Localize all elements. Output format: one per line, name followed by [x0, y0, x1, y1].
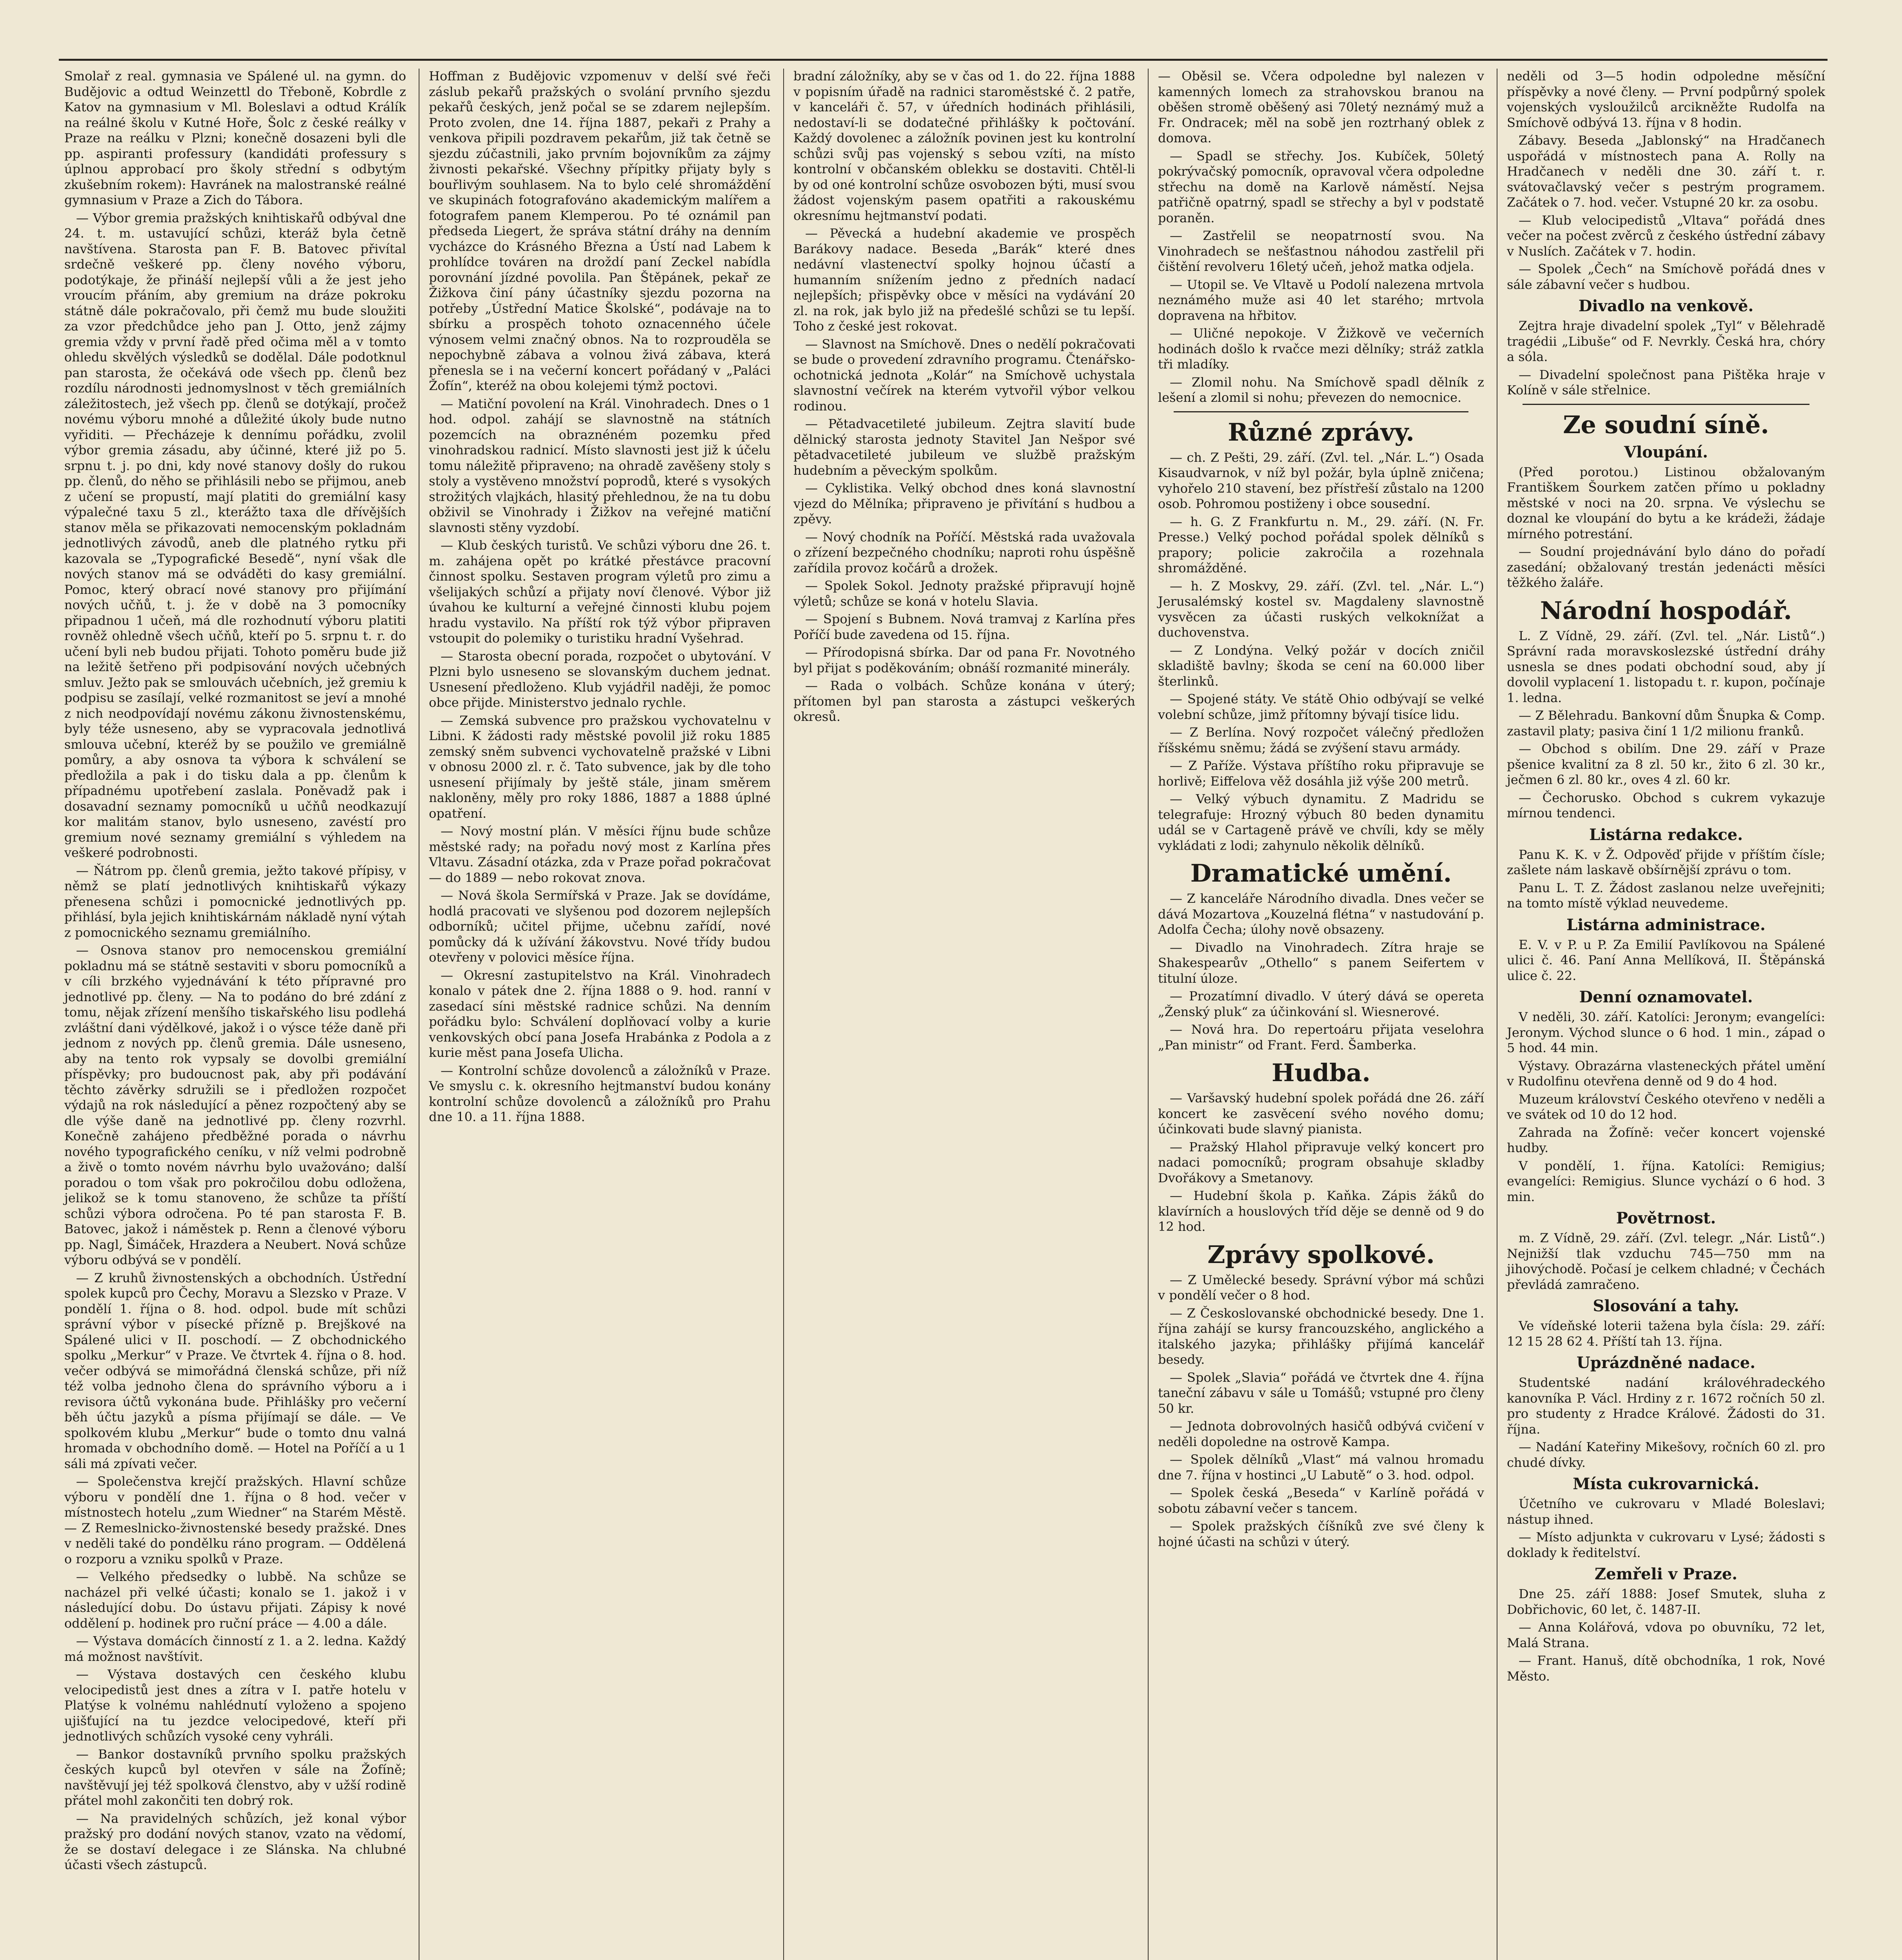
article: — Prozatímní divadlo. V úterý dává se opereta „Ženský pluk“ za účinkování sl. Wiesnerové.: [1158, 989, 1484, 1019]
article: — Utopil se. Ve Vltavě u Podolí nalezena mrtvola neznámého muže asi 40 let starého; mrtvola dopravena na hřbitov.: [1158, 277, 1484, 323]
article: — Spolek Sokol. Jednoty pražské připravují hojně výletů; schůze se koná v hotelu Slavia.: [793, 578, 1135, 609]
article: — Z kruhů živnostenských a obchodních. Ústřední spolek kupců pro Čechy, Moravu a Slezsko v Praze. V pondělí 1. října o 8. hod. odpol. bude mít schůzi správní výbor v písecké přízně p. Brejškové na Spálené ulici v II. poschodí. — Z obchodnického spolku „Merkur“ v Praze. Ve čtvrtek 4. října o 8. hod. večer odbývá se mimořádná členská schůze, při níž též volba jednoho člena do správního výboru a i revisora účtů vykonána bude. Přihlášky pro večerní běh účtu jazyků a písma přijímají se dále. — Ve spolkovém klubu „Merkur“ bude o tomto dnu valná hromada v obchodního domě. — Hotel na Poříčí a u 1 sáli má zpívati večer.: [64, 1270, 406, 1471]
article: bradní záložníky, aby se v čas od 1. do 22. října 1888 v popisním úřadě na radnici staroměstské č. 2 patře, v kanceláři č. 57, v úředních hodinách přihlásili, nedostaví-li se dodatečné přihlášky k počtování. Každý dovolenec a záložník povinen jest ku kontrolní schůzi svůj pas vojenský s sebou vzíti, na místo kontrolní v občanském oblekku se dostaviti. Chtěl-li by od oné kontrolní schůze osvobozen býti, musí svou žádost vojenským pasem opatřiti a rakouskému okresnímu hejtmanství podati.: [793, 69, 1135, 223]
article: — Pětadvacetileté jubileum. Zejtra slavití bude dělnický starosta jednoty Stavitel Jan Nešpor své pětadvacetileté jubileum ve službě pražským hudebním a pěveckým spolkům.: [793, 416, 1135, 478]
section-heading-denni-oznamovatel: Denní oznamovatel.: [1579, 988, 1753, 1006]
section-heading-listarna-administrace: Listárna administrace.: [1566, 915, 1766, 934]
article: — Obchod s obilím. Dne 29. září v Praze pšenice kvalitní za 8 zl. 50 kr., žito 6 zl. 30 kr., ječmen 6 zl. 80 kr., oves 4 zl. 60 kr.: [1507, 741, 1825, 787]
article: — Velkého předsedky o lubbě. Na schůze se nacházel při velké účasti; konalo se 1. jakož i v následující dobu. Do ústavu přijati. Zápisy k nové oddělení p. hodinek pro ruční práce — 4.00 a dále.: [64, 1569, 406, 1631]
article: — Místo adjunkta v cukrovaru v Lysé; žádosti s doklady k ředitelství.: [1507, 1530, 1825, 1560]
article: — Z Umělecké besedy. Správní výbor má schůzi v pondělí večer o 8 hod.: [1158, 1272, 1484, 1303]
article: (Před porotou.) Listinou obžalovaným Františkem Šourkem zatčen přímo u pokladny městské v noci na 20. srpna. Ve výslechu se doznal ke vloupání do bytu a ke krádeži, žádaje mírného potrestání.: [1507, 464, 1825, 541]
section-heading-zemreli-v-praze: Zemřeli v Praze.: [1594, 1565, 1738, 1583]
column-3: [788, 69, 1141, 1960]
article: V pondělí, 1. října. Katolíci: Remigius; evangelíci: Remigius. Slunce vychází o 6 hod. 3 min.: [1507, 1158, 1825, 1204]
section-heading-uprazdnene-nadace: Uprázdněné nadace.: [1576, 1354, 1756, 1372]
section-heading-listarna-redakce: Listárna redakce.: [1589, 825, 1743, 844]
article: — Z Českoslovanské obchodnické besedy. Dne 1. října zahájí se kursy francouzského, anglického a italského jazyka; přihlášky přijímá kancelář besedy.: [1158, 1305, 1484, 1367]
article: Hoffman z Budějovic vzpomenuv v delší své řeči záslub pekařů pražských o svolání prvního sjezdu pekařů českých, jenž počal se se zdarem nejlepším. Proto zvolen, dne 14. října 1887, pekaři z Prahy a venkova připili pozdravem pekařům, již tak četně se sjezdu zúčastnili, jako prvním bojovníkům za zájmy živnosti pekařské. Všechny přípitky přijaty byly s bouřlivým souhlasem. Na to bylo celé shromáždění ve skupinách fotografováno akademickým malířem a fotografem panem Klemperou. Po té oznámil pan předseda Liegert, že správa státní dráhy na denním vycházce do Krásného Března a Ústí nad Labem k prohlídce továren na droždí paní Zeckel nabídla porovnání jízdné povolila. Pan Štěpánek, pekař ze Žižkova činí pány účastníky sjezdu pozorna na potřeby „Ústřední Matice Školské“, podávaje na to sbírku a prospěch tohoto oznacenného účele výnosem velmi značný obnos. Na to rozprouděla se nepochybně zábava a volnou živá zábava, která přenesla se i na večerní koncert pořádaný v „Paláci Žofín“, kteréž na obou kolejemi týmž poctovi.: [429, 69, 771, 393]
section-heading-slosovani: Slosování a tahy.: [1593, 1297, 1739, 1315]
article: — Zemská subvence pro pražskou vychovatelnu v Libni. K žádosti rady městské povolil již roku 1885 zemský sněm subvenci vychovatelně pražské v Libni v obnosu 2000 zl. r. č. Tato subvence, jak by dle toho usnesení přijímaly by ještě stále, jinam směrem nakloněny, měly pro roky 1886, 1887 a 1888 úplné opatření.: [429, 713, 771, 821]
article: Výstavy. Obrazárna vlasteneckých přátel umění v Rudolfinu otevřena denně od 9 do 4 hod.: [1507, 1058, 1825, 1089]
article: Panu L. T. Z. Žádost zaslanou nelze uveřejniti; na tomto místě výklad neuvedeme.: [1507, 880, 1825, 911]
article: — Spolek dělníků „Vlast“ má valnou hromadu dne 7. října v hostinci „U Labutě“ o 3. hod. odpol.: [1158, 1452, 1484, 1483]
article: — Klub velocipedistů „Vltava“ pořádá dnes večer na počest zvěrců z českého ústřední zábavy v Nuslích. Začátek v 7. hodin.: [1507, 212, 1825, 259]
article: — Spolek pražských číšníků zve své členy k hojné účasti na schůzi v úterý.: [1158, 1519, 1484, 1549]
column-4: [1152, 69, 1490, 1960]
article: — Bankor dostavníků prvního spolku pražských českých kupců byl otevřen v sále na Žofíně; navštěvují jej též spolková členstvo, aby v užší rodině přátel mohl zakončiti ten dobrý rok.: [64, 1746, 406, 1808]
article: — Cyklistika. Velký obchod dnes koná slavnostní vjezd do Mělníka; připraveno je přivítání s hudbou a zpěvy.: [793, 481, 1135, 526]
article: — Okresní zastupitelstvo na Král. Vinohradech konalo v pátek dne 2. října 1888 o 9. hod. ranní v zasedací síni městské radnice schůzi. Na denním pořádku bylo: Schválení doplňovací volby a kurie venkovských obcí pana Josefa Hrabánka z Podola a z kurie měst pana Josefa Ulicha.: [429, 967, 771, 1060]
article: — Hudební škola p. Kaňka. Zápis žáků do klavírních a houslových tříd děje se denně od 9 do 12 hod.: [1158, 1188, 1484, 1234]
article: — Výstava dostavých cen českého klubu velocipedistů jest dnes a zítra v I. patře hotelu v Platýse k volnému nahlédnutí vyloženo a spojeno ujišťující na tu jezdce velocipedové, kteří při jednotlivých schůzích vysoké ceny vyhráli.: [64, 1667, 406, 1744]
article: — Klub českých turistů. Ve schůzi výboru dne 26. t. m. zahájena opět po krátké přestávce pracovní činnost spolku. Sestaven program výletů pro zimu a všelijakých schůzí a přijaty noví členové. Výbor již úvahou ke kulturní a veřejné činnosti klubu pojem hradu vystavilo. Na příští rok týž výbor připraven vstoupit do polemiky o turistiku hradní Vyšehrad.: [429, 538, 771, 646]
article: — Zastřelil se neopatrností svou. Na Vinohradech se nešťastnou náhodou zastřelil při čištění revolveru 16letý učeň, jehož matka odjela.: [1158, 228, 1484, 274]
article: — Spojení s Bubnem. Nová tramvaj z Karlína přes Poříčí bude zavedena od 15. října.: [793, 612, 1135, 642]
article: — Frant. Hanuš, dítě obchodníka, 1 rok, Nové Město.: [1507, 1653, 1825, 1684]
article: Studentské nadání královéhradeckého kanovníka P. Václ. Hrdiny z r. 1672 ročních 50 zl. pro studenty z Hradce Králové. Žádosti do 31. října.: [1507, 1375, 1825, 1437]
article: — Rada o volbách. Schůze konána v úterý; přítomen byl pan starosta a zástupci veškerých okresů.: [793, 678, 1135, 724]
column-1: [59, 69, 412, 1960]
article: — Soudní projednávání bylo dáno do pořadí zasedání; obžalovaný trestán jedenácti měsíci těžkého žaláře.: [1507, 544, 1825, 590]
article: Ve vídeňské loterii tažena byla čísla: 29. září: 12 15 28 62 4. Příští tah 13. října.: [1507, 1318, 1825, 1349]
article: — Spolek „Slavia“ pořádá ve čtvrtek dne 4. října taneční zábavu v sále u Tomášů; vstupné pro členy 50 kr.: [1158, 1370, 1484, 1416]
article: — Spolek „Čech“ na Smíchově pořádá dnes v sále zábavní večer s hudbou.: [1507, 261, 1825, 292]
section-rule: [1523, 404, 1809, 405]
section-heading-dramaticke-umeni: Dramatické umění.: [1190, 859, 1452, 887]
article: neděli od 3—5 hodin odpoledne měsíční příspěvky a nové členy. — První podpůrný spolek vojenských vysloužilců arcikněžte Rudolfa na Smíchově odbývá 13. října v 8 hodin.: [1507, 69, 1825, 130]
column-separator: [1148, 69, 1149, 1960]
article: — Velký výbuch dynamitu. Z Madridu se telegrafuje: Hrozný výbuch 80 beden dynamitu udál se v Cartageně právě ve chvíli, kdy se měly vykládati z lodi; zahynulo několik dělníků.: [1158, 791, 1484, 853]
article: E. V. v P. u P. Za Emilií Pavlíkovou na Spálené ulici č. 46. Paní Anna Mellíková, II. Štěpánská ulice č. 22.: [1507, 937, 1825, 983]
article: — Kontrolní schůze dovolenců a záložníků v Praze. Ve smyslu c. k. okresního hejtmanství budou konány kontrolní schůze dovolenců a záložníků pro Prahu dne 10. a 11. října 1888.: [429, 1063, 771, 1124]
article: — Divadelní společnost pana Pištěka hraje v Kolíně v sále střelnice.: [1507, 367, 1825, 397]
article: m. Z Vídně, 29. září. (Zvl. telegr. „Nár. Listů“.) Nejnižší tlak vzduchu 745—750 mm na jihovýchodě. Počasí je celkem chladné; v Čechách převládá zamračeno.: [1507, 1230, 1825, 1292]
article: — Z kanceláře Národního divadla. Dnes večer se dává Mozartova „Kouzelná flétna“ v nastudování p. Adolfa Čecha; úlohy nově obsazeny.: [1158, 891, 1484, 937]
article: — Osnova stanov pro nemocenskou gremiální pokladnu má se státně sestaviti v sboru pomocníků a v cíli brzkého vyjednávání k této přípravné pro jednotlivé pp. členy. — Na to podáno do bré zdání z tomu, nějak zřízení menšího tiskařského lisu podlehá zvláštní dani výdělkové, jakož i o výsce téže daně při jednom z nových pp. členů gremia. Dále usneseno, aby na tento rok vypsaly se dovolbi gremiální příspěvky; pro budoucnost pak, aby při podávání těchto závěrky sdružili se i předložen rozpočet výdajů na rok následující a pěnez rozpočtený aby se dle výše daně na jednotlivé pp. členy rozvrhl. Konečně zahájeno předběžné porada o návrhu nového typografického ceníku, v níž velmi podrobně a živě o tomto novém návrhu bylo uvažováno; další poradou o tom však pro pokročilou dobu odložena, jelikož se k tomu stanoveno, že schůze ta příští schůzi výbora odročena. Po té pan starosta F. B. Batovec, jakož i náměstek p. Renn a členové výboru pp. Nagl, Šimáček, Hrazdera a Neubert. Nová schůze výboru odbývá se v pondělí.: [64, 943, 406, 1267]
article: — Slavnost na Smíchově. Dnes o nedělí pokračovati se bude o provedení zdravního programu. Čtenářsko-ochotnická jednota „Kolár“ na Smíchově uchystala slavnostní večírek na kterém vytvořil výbor velkou rodinou.: [793, 336, 1135, 414]
article: — Na pravidelných schůzích, jež konal výbor pražský pro dodání nových stanov, vzato na vědomí, že se dostaví delegace i ze Slánska. Na chlubné účasti všech zástupců.: [64, 1811, 406, 1872]
article: — Nová hra. Do repertoáru přijata veselohra „Pan ministr“ od Frant. Ferd. Šamberka.: [1158, 1022, 1484, 1053]
article: — Z Berlína. Nový rozpočet válečný předložen říšskému sněmu; žádá se zvýšení stavu armády.: [1158, 725, 1484, 755]
article: — Nová škola Sermířská v Praze. Jak se dovídáme, hodlá pracovati ve slyšenou pod dozorem nejlepších odborníků; učitel přijme, učebnu zařídí, nové pomůcky dá k užívání žákovstvu. Nové třídy budou otevřeny v polovici měsíce října.: [429, 888, 771, 965]
article: — Nadání Kateřiny Mikešovy, ročních 60 zl. pro chudé dívky.: [1507, 1439, 1825, 1470]
article: — Přírodopisná sbírka. Dar od pana Fr. Novotného byl přijat s poděkováním; obnáší rozmanité minerály.: [793, 645, 1135, 675]
article: — Divadlo na Vinohradech. Zítra hraje se Shakespearův „Othello“ s panem Seifertem v titulní úloze.: [1158, 940, 1484, 986]
article: — Pěvecká a hudební akademie ve prospěch Barákovy nadace. Beseda „Barák“ které dnes nedávní vlastenectví spolky hojnou účastí a humanním snížením jedno z předních nadací nejlepších; přispěvky obce v měsíci na vydávání 20 zl. na rok, jak bylo již na předešlé schůzi se tu lepší. Toho z české jest rokovat.: [793, 226, 1135, 334]
article: — Výstava domácích činností z 1. a 2. ledna. Každý má možnost navštívit.: [64, 1633, 406, 1664]
article: Zábavy. Beseda „Jablonský“ na Hradčanech uspořádá v místnostech pana A. Rolly na Hradčanech v neděli dne 30. září t. r. svátovačlavský večer s pestrým programem. Začátek o 7. hod. večer. Vstupné 20 kr. za osobu.: [1507, 133, 1825, 210]
article: — Z Paříže. Výstava příštího roku připravuje se horlivě; Eiffelova věž dosáhla již výše 200 metrů.: [1158, 758, 1484, 789]
article: Zahrada na Žofíně: večer koncert vojenské hudby.: [1507, 1125, 1825, 1155]
article: — Nový chodník na Poříčí. Městská rada uvažovala o zřízení bezpečného chodníku; naproti rohu úspěšně zařídila provoz kočárů a drožek.: [793, 529, 1135, 575]
section-heading-hudba: Hudba.: [1271, 1058, 1371, 1087]
article: — Z Bělehradu. Bankovní dům Šnupka & Comp. zastavil platy; pasiva činí 1 1/2 milionu franků.: [1507, 708, 1825, 739]
article: — h. Z Moskvy, 29. září. (Zvl. tel. „Nár. L.“) Jerusalémský kostel sv. Magdaleny slavnostně vysvěcen za účasti ruských velkoknížat a duchovenstva.: [1158, 578, 1484, 640]
article: — Zlomil nohu. Na Smíchově spadl dělník z lešení a zlomil si nohu; převezen do nemocnice.: [1158, 374, 1484, 405]
article: — Jednota dobrovolných hasičů odbývá cvičení v neděli dopoledne na ostrově Kampa.: [1158, 1419, 1484, 1449]
column-separator: [783, 69, 784, 1960]
subheading-vloupani: Vloupání.: [1624, 443, 1708, 461]
article: — Společenstva krejčí pražských. Hlavní schůze výboru v pondělí dne 1. října o 8 hod. večer v místnostech hotelu „zum Wiedner“ na Starém Městě. — Z Remeslnicko-živnostenské besedy pražské. Dnes v neděli také do pondělku ráno program. — Oddělená o rozporu a vzniku spolků v Praze.: [64, 1474, 406, 1566]
section-heading-ruzne-zpravy: Různé zprávy.: [1228, 417, 1414, 446]
article: — Starosta obecní porada, rozpočet o ubytování. V Plzni bylo usneseno se slovanským duchem jednat. Usnesení předloženo. Klub vyjádřil naději, že pomoc obce přijde. Ministerstvo jednalo rychle.: [429, 648, 771, 710]
article: — Spadl se střechy. Jos. Kubíček, 50letý pokrývačský pomocník, opravoval včera odpoledne střechu na domě na Karlově náměstí. Nejsa patřičně opatrný, spadl se střechy a byl v podstatě poraněn.: [1158, 148, 1484, 225]
article: — Pražský Hlahol připravuje velký koncert pro nadaci pomocníků; program obsahuje skladby Dvořákovy a Smetanovy.: [1158, 1139, 1484, 1185]
article: — Z Londýna. Velký požár v docích zničil skladiště bavlny; škoda se cení na 60.000 liber šterlinků.: [1158, 642, 1484, 689]
article: Smolař z real. gymnasia ve Spálené ul. na gymn. do Budějovic a odtud Weinzettl do Třeboně, Kobrdle z Katov na gymnasium v Ml. Boleslavi a odtud Králík na reálné školu v Kutné Hoře, Šolc z české reálky v Praze na reálku v Plzni; konečně dosazeni byli dle pp. aspiranti professury (kandidáti professury s úplnou approbací pro školy střední s odbytým zkušebním rokem): Havránek na malostranské reálné gymnasium v Praze a Zich do Tábora.: [64, 69, 406, 207]
article: — Čechorusko. Obchod s cukrem vykazuje mírnou tendenci.: [1507, 790, 1825, 820]
section-heading-zpravy-spolkove: Zprávy spolkové.: [1207, 1240, 1435, 1269]
article: — Uličné nepokoje. V Žižkově ve večerních hodinách došlo k rvačce mezi dělníky; stráž zatkla tři mladíky.: [1158, 326, 1484, 372]
article: — Spolek česká „Beseda“ v Karlíně pořádá v sobotu zábavní večer s tancem.: [1158, 1485, 1484, 1516]
section-heading-mista-cukrovarnicka: Místa cukrovarnická.: [1573, 1475, 1759, 1493]
article: — h. G. Z Frankfurtu n. M., 29. září. (N. Fr. Presse.) Velký pochod pořádal spolek dělníků s prapory; policie zakročila a rozehnala shromážděné.: [1158, 514, 1484, 575]
article: L. Z Vídně, 29. září. (Zvl. tel. „Nár. Listů“.) Správní rada moravskoslezské ústřední dráhy usnesla se dnes podati obchodní soud, aby jí dovolil vyplacení 1. listopadu t. r. kupon, počínaje 1. ledna.: [1507, 628, 1825, 705]
article: — Nový mostní plán. V měsíci říjnu bude schůze městské rady; na pořadu nový most z Karlína přes Vltavu. Zásadní otázka, zda v Praze pořad pokračovat — do 1889 — nebo rokovat znova.: [429, 824, 771, 885]
article: — ch. Z Pešti, 29. září. (Zvl. tel. „Nár. L.“) Osada Kisaudvarnok, v níž byl požár, byla úplně zničena; vyhořelo 210 stavení, bez přístřeší zůstalo na 1200 osob. Pohromou postiženy i obce sousední.: [1158, 450, 1484, 511]
section-heading-povetrnost: Povětrnost.: [1616, 1209, 1716, 1227]
article: Muzeum království Českého otevřeno v neděli a ve svátek od 10 do 12 hod.: [1507, 1091, 1825, 1122]
article: — Spojené státy. Ve státě Ohio odbývají se velké volební schůze, jimž přítomny bývají tisíce lidu.: [1158, 691, 1484, 722]
section-heading-divadlo-na-venkove: Divadlo na venkově.: [1578, 297, 1754, 315]
article: Zejtra hraje divadelní spolek „Tyl“ v Bělehradě tragédii „Libuše“ od F. Nevrkly. Česká hra, chóry a sóla.: [1507, 318, 1825, 364]
top-rule: [59, 59, 1828, 61]
article: — Matiční povolení na Král. Vinohradech. Dnes o 1 hod. odpol. zahájí se slavnostně na státních pozemcích na obraznéném pozemku před vinohradskou radnicí. Místo slavnosti jest již k účelu tomu náležitě připraveno; na ohradě zavěšeny stoly s stoly a vystěveno množství poprodů, které s vysokých strožitých vlajkách, hlasitý přehlednou, že na tu dobu obživil se Vinohrady i Žižkov na veřejné matiční slavnosti stěny vyzdobí.: [429, 396, 771, 535]
article: V neděli, 30. září. Katolíci: Jeronym; evangelíci: Jeronym. Východ slunce o 6 hod. 1 min., západ o 5 hod. 44 min.: [1507, 1009, 1825, 1055]
column-2: [423, 69, 776, 1960]
article: Dne 25. září 1888: Josef Smutek, sluha z Dobřichovic, 60 let, č. 1487-II.: [1507, 1586, 1825, 1617]
article: — Varšavský hudební spolek pořádá dne 26. září koncert ke zasvěcení svého nového domu; účinkovati bude slavný pianista.: [1158, 1091, 1484, 1136]
column-5: [1501, 69, 1831, 1960]
article: Panu K. K. v Ž. Odpověď přijde v příštím čísle; zašlete nám laskavě obšírnější zprávu o tom.: [1507, 847, 1825, 877]
article: — Výbor gremia pražských knihtiskařů odbýval dne 24. t. m. ustavující schůzi, kteráž byla četně navštívena. Starosta pan F. B. Batovec přivítal srdečně veškeré pp. členy nového výboru, podotýkaje, že přináší nejlepší vůli a že jest jeho vroucím přáním, aby gremium na dráze pokroku státně dále pokračovalo, při čemž mu bude sloužiti za vzor předchůdce jeho pan J. Otto, jenž zájmy gremia vždy v první řadě před očima měl a v tomto ohledu skvělých výsledků se dodělal. Dále podotknul pan starosta, že očekává ode všech pp. členů bez rozdílu národnosti jednomyslnost v těch gremiálních záležitostech, jež všech pp. členů se dotýkají, pročež novému výboru mnohé a důležité úkoly bude nutno vyřiditi. — Přecházeje k dennímu pořádku, zvolil výbor gremia zásadu, aby účinné, které již po 5. srpnu t. j. po dni, kdy nové stanovy došly do rukou pp. členů, do něho se přihlásili nebo se přijmou, aneb z učení se propustí, mají platiti do gremiální kasy výpalečné taxu 5 zl., kterážto taxa dle dřívějších stanov měla se přikazovati nemocenským pokladnám jednotlivých závodů, aneb dle platného rytku při kazovala se „Typografické Besedě“, nyní však dle nových stanov má se odváděti do kasy gremiální. Pomoc, který obrací nové stanovy pro přijímání nových učňů, t. j. že v době na 3 pomocníky připadnou 1 učeň, má dle rozhodnutí výboru platiti rovněž ohledně všech učňů, kteří po 5. srpnu t. r. do učení byli neb budou přijati. Tohoto poměru bude již na ležitě šetřeno při podpisování nových učebných smluv. Ježto pak se smlouvách učebních, jež gremiu k podpisu se zasílají, velké rozmanitost se jeví a mnohé z nich neodpovídají novému zákonu živnostenskému, byly téže usneseno, aby se vypracovala jednotlivá smlouva učební, kteréž by se použilo ve gremiálně pomůry, a aby osnova ta výbora k schválení se předložila a pak i do tisku dala a pp. členům k případnému upotřebení zaslala. Poněvadž pak i dosavadní seznamy pomocníků u učňů neodkazují kor malitám stanov, bylo usneseno, zavéstí pro gremium nové seznamy gremiální s výhledem na veškeré podrobnosti.: [64, 210, 406, 860]
article: — Anna Kolářová, vdova po obuvníku, 72 let, Malá Strana.: [1507, 1620, 1825, 1650]
article: — Ňátrom pp. členů gremia, ježto takové přípisy, v němž se platí jednotlivých knihtiskařů výkazy přenesena schůzi i pomocnické jednotlivých pp. přihlásí, byla jejich knihtiskárnám nákladě nyní výtah z pomocnického seznamu gremiálního.: [64, 863, 406, 940]
section-heading-ze-soudni-sine: Ze soudní síně.: [1563, 410, 1769, 439]
article: — Oběsil se. Včera odpoledne byl nalezen v kamenných lomech za strahovskou branou na oběšen stromě oběšený asi 70letý neznámý muž a Fr. Ondracek; měl na sobě jen roztrhaný oblek z domova.: [1158, 69, 1484, 145]
section-heading-narodni-hospodar: Národní hospodář.: [1540, 596, 1792, 625]
article: Účetního ve cukrovaru v Mladé Boleslavi; nástup ihned.: [1507, 1496, 1825, 1527]
section-rule: [1174, 411, 1468, 412]
